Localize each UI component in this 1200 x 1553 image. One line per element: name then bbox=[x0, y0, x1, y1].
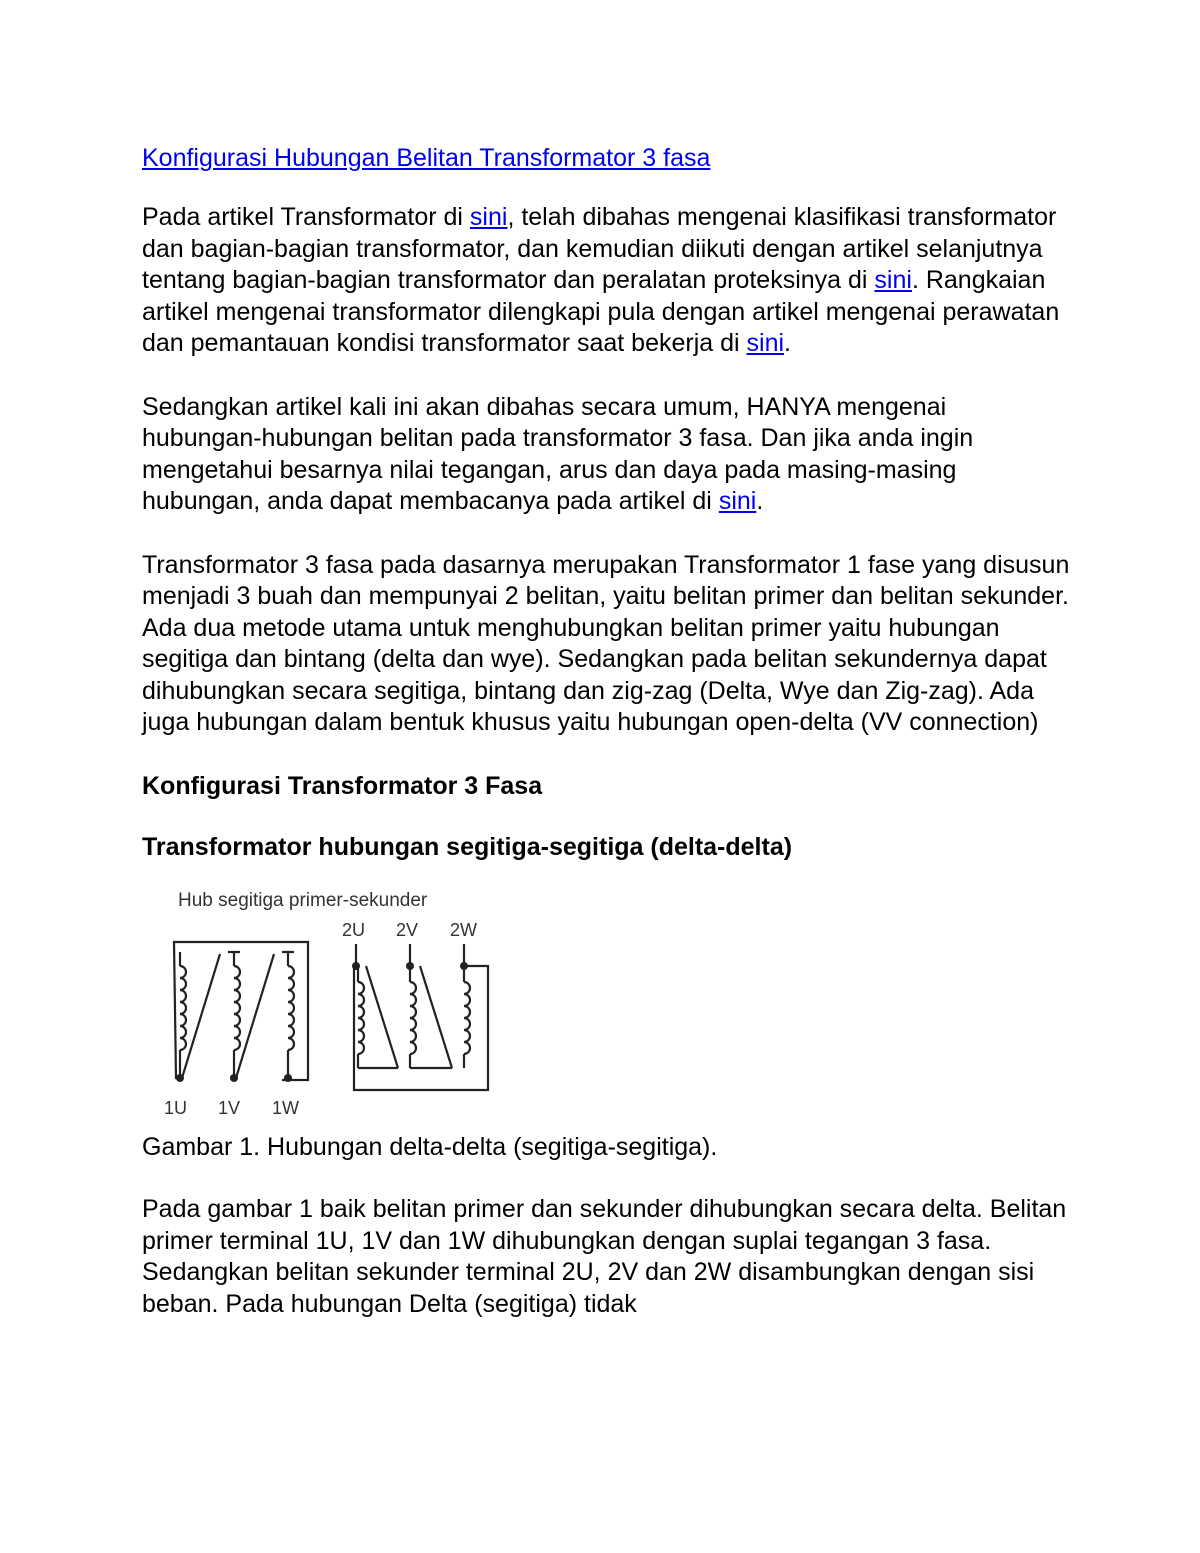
terminal-dot-2w bbox=[460, 962, 468, 970]
terminal-label-1u: 1U bbox=[164, 1097, 188, 1118]
primary-coil-2 bbox=[234, 966, 240, 1050]
terminal-label-1w: 1W bbox=[272, 1097, 299, 1118]
link-sini-4[interactable]: sini bbox=[718, 487, 757, 515]
primary-coil-3 bbox=[288, 966, 294, 1050]
terminal-label-2v: 2V bbox=[396, 919, 419, 940]
secondary-coil-2 bbox=[410, 982, 416, 1054]
terminal-label-2w: 2W bbox=[450, 919, 477, 940]
terminal-dot-1v bbox=[230, 1074, 238, 1082]
paragraph-scope: Sedangkan artikel kali ini akan dibahas secara umum, HANYA mengenai hubungan-hubungan belitan pada transformator 3 fasa. Dan jika anda ingin mengetahui besarnya nilai tegangan, arus dan daya pada masing-masing hubungan, anda dapat membacanya pada artikel di sini. bbox=[142, 392, 974, 515]
link-sini-2[interactable]: sini bbox=[874, 266, 912, 294]
paragraph-overview: Transformator 3 fasa pada dasarnya merupakan Transformator 1 fase yang disusun menjadi 3 buah dan mempunyai 2 belitan, yaitu belitan primer dan belitan sekunder. Ada dua metode utama untuk menghubungkan belitan primer yaitu hubungan segitiga dan bintang (delta dan wye). Sedangkan pada belitan sekundernya dapat dihubungkan secara segitiga, bintang dan zig-zag (Delta, Wye dan Zig-zag). Ada juga hubungan dalam bentuk khusus yaitu hubungan open-delta (VV connection) bbox=[142, 550, 1070, 736]
secondary-coil-3 bbox=[464, 982, 470, 1054]
delta-delta-diagram bbox=[158, 882, 518, 1122]
paragraph-intro: Pada artikel Transformator di sini, telah dibahas mengenai klasifikasi transformator dan bagian-bagian transformator, dan kemudian diikuti dengan artikel selanjutnya tentang bagian-bagian transformator dan peralatan proteksinya di sini. Rangkaian artikel mengenai transformator dilengkapi pula dengan artikel mengenai perawatan dan pemantauan kondisi transformator saat bekerja di sini. bbox=[142, 203, 1060, 357]
primary-winding-group bbox=[174, 942, 308, 1080]
secondary-terminal-dots bbox=[352, 962, 468, 970]
terminal-dot-2v bbox=[406, 962, 414, 970]
figure-caption: Gambar 1. Hubungan delta-delta (segitiga-segitiga). bbox=[142, 1132, 718, 1161]
terminal-dot-1w bbox=[284, 1074, 292, 1082]
terminal-label-1v: 1V bbox=[218, 1097, 241, 1118]
secondary-coil-1 bbox=[358, 982, 364, 1054]
heading-configuration: Konfigurasi Transformator 3 Fasa bbox=[142, 771, 543, 800]
primary-terminal-dots bbox=[176, 1074, 292, 1082]
delta-delta-svg bbox=[158, 882, 518, 1122]
terminal-dot-2u bbox=[352, 962, 360, 970]
link-sini-3[interactable]: sini bbox=[746, 329, 785, 357]
document-page bbox=[142, 138, 1072, 1352]
title-link[interactable]: Konfigurasi Hubungan Belitan Transformator 3 fasa bbox=[142, 144, 711, 172]
link-sini-1[interactable]: sini bbox=[469, 203, 508, 231]
paragraph-delta-explanation: Pada gambar 1 baik belitan primer dan sekunder dihubungkan secara delta. Belitan primer terminal 1U, 1V dan 1W dihubungkan dengan suplai tegangan 3 fasa. Sedangkan belitan sekunder terminal 2U, 2V dan 2W disambungkan dengan sisi beban. Pada hubungan Delta (segitiga) tidak bbox=[142, 1195, 1067, 1318]
figure-title: Hub segitiga primer-sekunder bbox=[178, 889, 428, 911]
heading-delta-delta: Transformator hubungan segitiga-segitiga (delta-delta) bbox=[142, 833, 793, 861]
terminal-dot-1u bbox=[176, 1074, 184, 1082]
terminal-label-2u: 2U bbox=[342, 919, 366, 940]
